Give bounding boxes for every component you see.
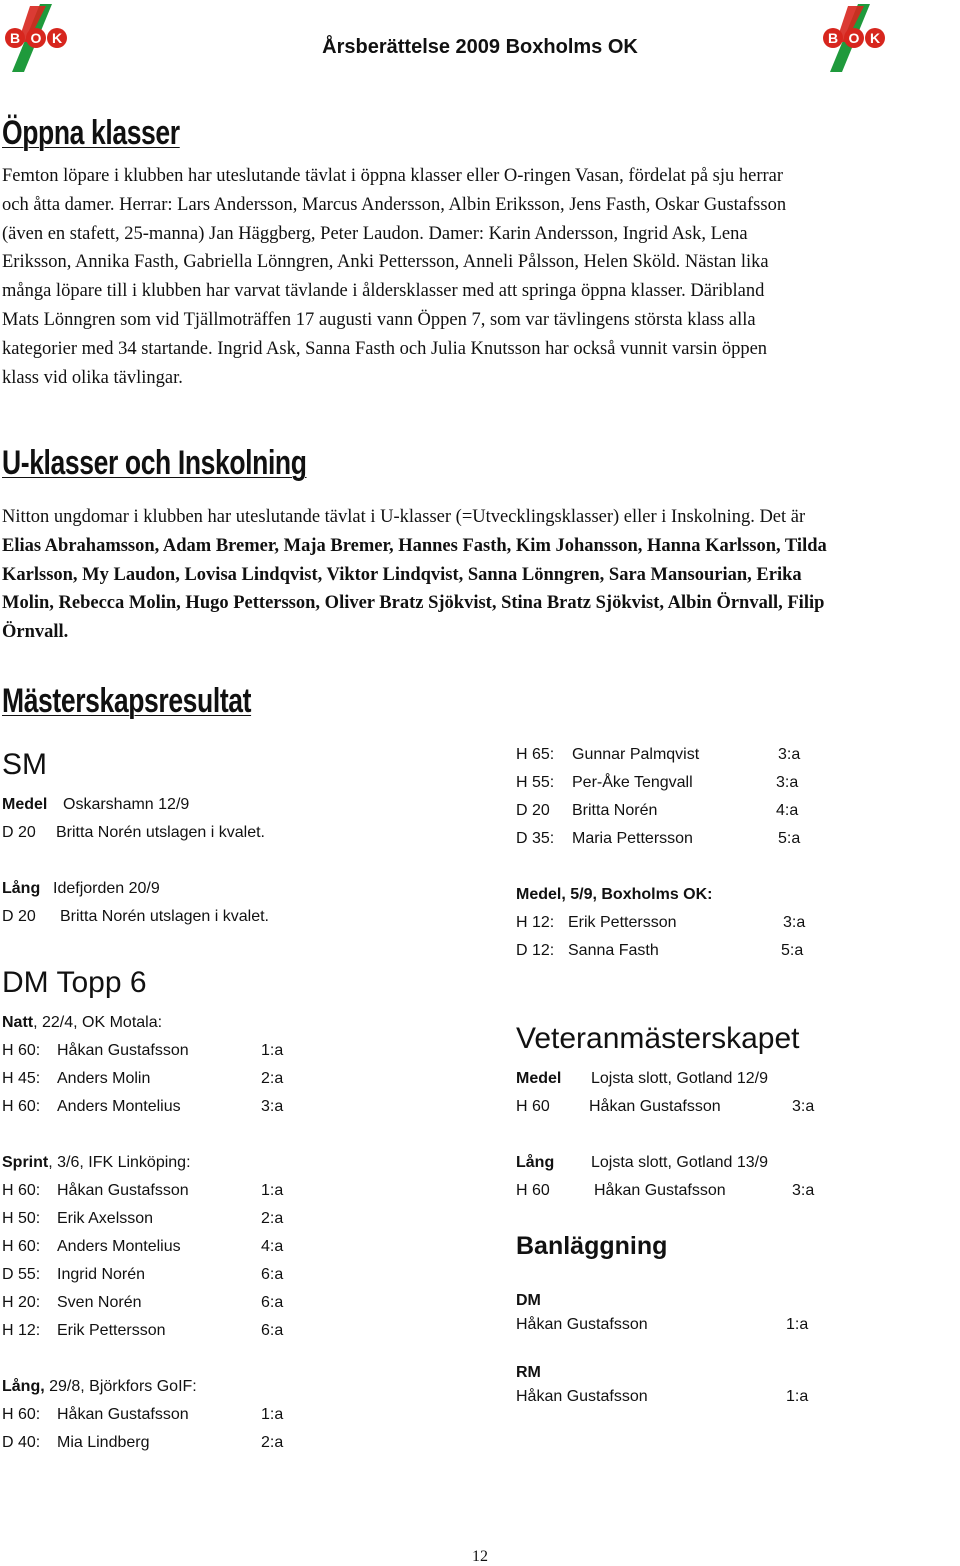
paragraph-line: Eriksson, Annika Fasth, Gabriella Lönngren, Anki Pettersson, Anneli Pålsson, Helen Sköld. Nästan lika	[2, 252, 769, 273]
course-dm-label: DM	[516, 1292, 541, 1309]
sm-medel-result: Britta Norén utslagen i kvalet.	[56, 824, 265, 841]
logo-letter-o: O	[848, 30, 860, 46]
result-name: Erik Pettersson	[57, 1322, 166, 1339]
result-name: Britta Norén	[572, 802, 658, 819]
result-place: 2:a	[261, 1210, 284, 1227]
result-class: H 60	[516, 1182, 550, 1199]
result-name: Erik Axelsson	[57, 1210, 154, 1227]
page-number: 12	[472, 1548, 488, 1565]
heading-championship-results: Mästerskapsresultat	[2, 682, 252, 720]
paragraph-line: Femton löpare i klubben har uteslutande tävlat i öppna klasser eller O-ringen Vasan, fördelat på sju herrar	[2, 166, 784, 186]
logo-letter-k: K	[869, 30, 881, 46]
result-class: H 60:	[2, 1098, 41, 1115]
sm-lang-label: Lång	[2, 880, 41, 897]
result-name: Håkan Gustafsson	[57, 1406, 189, 1423]
medel-boxholm-title: Medel, 5/9, Boxholms OK:	[516, 886, 713, 903]
result-name: Håkan Gustafsson	[516, 1388, 648, 1405]
result-name: Håkan Gustafsson	[594, 1182, 726, 1199]
result-place: 3:a	[792, 1182, 815, 1199]
result-class: H 12:	[2, 1322, 41, 1339]
result-place: 6:a	[261, 1322, 284, 1339]
result-class: H 20:	[2, 1294, 41, 1311]
sm-medel-place: Oskarshamn 12/9	[63, 796, 190, 813]
result-class: H 60:	[2, 1406, 41, 1423]
paragraph-line: (även en stafett, 25-manna) Jan Häggberg, Peter Laudon. Damer: Karin Andersson, Ingrid Ask, Lena	[2, 223, 748, 244]
paragraph-line: kategorier med 34 startande. Ingrid Ask, Sanna Fasth och Julia Knutsson har också vunnit varsin öppen	[2, 338, 768, 359]
result-class: H 60:	[2, 1238, 41, 1255]
result-name: Håkan Gustafsson	[589, 1098, 721, 1115]
result-class: D 55:	[2, 1266, 41, 1283]
result-class: H 12:	[516, 914, 555, 931]
result-class: D 40:	[2, 1434, 41, 1451]
veteran-medel-place: Lojsta slott, Gotland 12/9	[591, 1070, 768, 1087]
result-place: 1:a	[261, 1406, 284, 1423]
dm-lang-title	[2, 1378, 197, 1396]
paragraph-line: Karlsson, My Laudon, Lovisa Lindqvist, Viktor Lindqvist, Sanna Lönngren, Sara Mansourian, Erika	[2, 564, 802, 585]
result-class: H 65:	[516, 746, 555, 763]
result-name: Ingrid Norén	[57, 1266, 146, 1283]
result-class: H 45:	[2, 1070, 41, 1087]
paragraph-line: många löpare till i klubben har varvat tävlande i åldersklasser med att springa öppna klasser. Däribland	[2, 281, 765, 302]
logo-letter-o: O	[30, 30, 42, 46]
result-class: D 20	[516, 802, 550, 819]
result-place: 5:a	[781, 942, 804, 959]
paragraph-line: klass vid olika tävlingar.	[2, 367, 183, 388]
sm-lang-place: Idefjorden 20/9	[53, 880, 160, 897]
dm-natt-label: Natt	[2, 1014, 34, 1031]
document-title: Årsberättelse 2009 Boxholms OK	[322, 36, 638, 58]
result-place: 1:a	[261, 1042, 284, 1059]
paragraph-line: Mats Lönngren som vid Tjällmoträffen 17 augusti vann Öppen 7, som var tävlingens största klass alla	[2, 309, 756, 330]
result-place: 4:a	[776, 802, 799, 819]
sm-heading: SM	[2, 748, 47, 781]
dm-sprint-title	[2, 1154, 191, 1172]
result-place: 3:a	[792, 1098, 815, 1115]
dm-natt-info: , 22/4, OK Motala:	[33, 1014, 163, 1031]
dm-sprint-label: Sprint	[2, 1154, 49, 1171]
result-class: H 60:	[2, 1042, 41, 1059]
result-name: Erik Pettersson	[568, 914, 677, 931]
result-name: Håkan Gustafsson	[57, 1182, 189, 1199]
veteran-medel-label: Medel	[516, 1070, 562, 1087]
heading-open-classes: Öppna klasser	[2, 114, 180, 152]
dm-sprint-info: , 3/6, IFK Linköping:	[48, 1154, 191, 1171]
u-classes-paragraph	[2, 503, 952, 647]
result-class: D 12:	[516, 942, 555, 959]
result-name: Anders Montelius	[57, 1098, 181, 1115]
result-place: 6:a	[261, 1294, 284, 1311]
logo-letter-b: B	[827, 30, 839, 46]
result-place: 3:a	[776, 774, 799, 791]
paragraph-line: Elias Abrahamsson, Adam Bremer, Maja Bremer, Hannes Fasth, Kim Johansson, Hanna Karlsson, Tilda	[2, 535, 827, 556]
sm-medel-label: Medel	[2, 796, 48, 813]
sm-medel-class: D 20	[2, 824, 36, 841]
dm-natt-title	[2, 1014, 162, 1032]
result-class: D 35:	[516, 830, 555, 847]
result-name: Maria Pettersson	[572, 830, 693, 847]
result-name: Sven Norén	[57, 1294, 142, 1311]
result-name: Håkan Gustafsson	[57, 1042, 189, 1059]
result-name: Sanna Fasth	[568, 942, 659, 959]
logo-letter-b: B	[9, 30, 21, 46]
result-name: Per-Åke Tengvall	[572, 774, 693, 791]
result-class: H 55:	[516, 774, 555, 791]
dm-heading: DM Topp 6	[2, 966, 147, 999]
result-place: 6:a	[261, 1266, 284, 1283]
veteran-lang-label: Lång	[516, 1154, 555, 1171]
result-place: 1:a	[786, 1316, 809, 1333]
veteran-lang-place: Lojsta slott, Gotland 13/9	[591, 1154, 768, 1171]
result-name: Mia Lindberg	[57, 1434, 150, 1451]
club-logo-right	[818, 2, 890, 74]
paragraph-line: Molin, Rebecca Molin, Hugo Pettersson, Oliver Bratz Sjökvist, Stina Bratz Sjökvist, Albin Örnvall, Filip	[2, 593, 825, 614]
result-place: 1:a	[261, 1182, 284, 1199]
heading-u-classes: U-klasser och Inskolning	[2, 444, 307, 482]
result-name: Anders Molin	[57, 1070, 151, 1087]
result-class: H 50:	[2, 1210, 41, 1227]
paragraph-line: Örnvall.	[2, 622, 69, 643]
result-class: H 60:	[2, 1182, 41, 1199]
open-classes-paragraph	[2, 162, 952, 392]
dm-lang-info: 29/8, Björkfors GoIF:	[44, 1378, 197, 1395]
result-place: 2:a	[261, 1434, 284, 1451]
logo-letter-k: K	[51, 30, 63, 46]
result-place: 1:a	[786, 1388, 809, 1405]
paragraph-line: och åtta damer. Herrar: Lars Andersson, Marcus Andersson, Albin Eriksson, Jens Fasth, Oskar Gustafsson	[2, 194, 787, 215]
paragraph-line: Nitton ungdomar i klubben har uteslutande tävlat i U-klasser (=Utvecklingsklasser) eller i Inskolning. Det är	[2, 507, 806, 527]
result-place: 4:a	[261, 1238, 284, 1255]
sm-lang-result: Britta Norén utslagen i kvalet.	[60, 908, 269, 925]
result-place: 5:a	[778, 830, 801, 847]
result-name: Gunnar Palmqvist	[572, 746, 700, 763]
course-rm-label: RM	[516, 1364, 541, 1381]
result-place: 3:a	[778, 746, 801, 763]
sm-lang-class: D 20	[2, 908, 36, 925]
course-setting-heading: Banläggning	[516, 1232, 668, 1260]
result-name: Anders Montelius	[57, 1238, 181, 1255]
dm-lang-label: Lång,	[2, 1378, 45, 1395]
result-place: 2:a	[261, 1070, 284, 1087]
veteran-heading: Veteranmästerskapet	[516, 1022, 800, 1055]
result-place: 3:a	[261, 1098, 284, 1115]
result-name: Håkan Gustafsson	[516, 1316, 648, 1333]
result-place: 3:a	[783, 914, 806, 931]
result-class: H 60	[516, 1098, 550, 1115]
